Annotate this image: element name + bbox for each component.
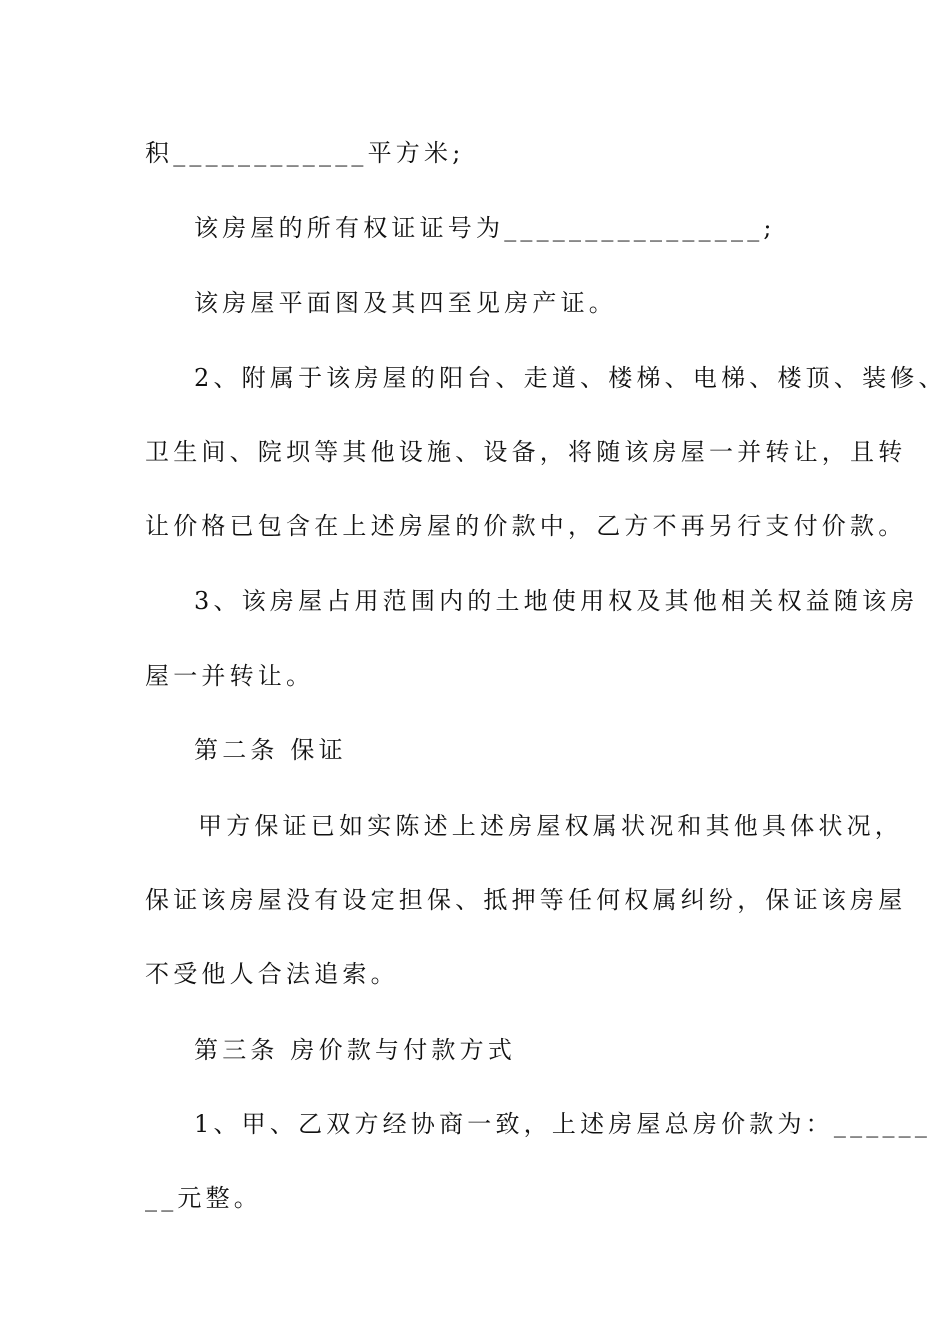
text-line-guarantee-middle: 保证该房屋没有设定担保、抵押等任何权属纠纷，保证该房屋 xyxy=(145,886,907,914)
text-line-guarantee-start: 甲方保证已如实陈述上述房屋权属状况和其他具体状况， xyxy=(198,812,903,840)
text-line-guarantee-end: 不受他人合法追索。 xyxy=(145,960,399,988)
text-line-total-price: 1、甲、乙双方经协商一致，上述房屋总房价款为：______ xyxy=(194,1110,932,1138)
text-line-price-unit: __元整。 xyxy=(145,1184,262,1212)
text-line-item-2-end: 让价格已包含在上述房屋的价款中，乙方不再另行支付价款。 xyxy=(145,512,907,540)
text-line-floor-plan: 该房屋平面图及其四至见房产证。 xyxy=(194,289,617,317)
text-line-item-3-end: 屋一并转让。 xyxy=(145,662,315,690)
section-heading-price-payment: 第三条 房价款与付款方式 xyxy=(194,1036,517,1064)
text-line-item-2-start: 2、附属于该房屋的阳台、走道、楼梯、电梯、楼顶、装修、 xyxy=(194,364,947,392)
text-line-area: 积____________平方米; xyxy=(145,139,465,167)
section-heading-guarantee: 第二条 保证 xyxy=(194,736,347,764)
text-line-item-3-start: 3、该房屋占用范围内的土地使用权及其他相关权益随该房 xyxy=(194,587,919,615)
text-line-item-2-middle: 卫生间、院坝等其他设施、设备，将随该房屋一并转让，且转 xyxy=(145,438,907,466)
text-line-certificate-number: 该房屋的所有权证证号为________________; xyxy=(194,214,776,242)
